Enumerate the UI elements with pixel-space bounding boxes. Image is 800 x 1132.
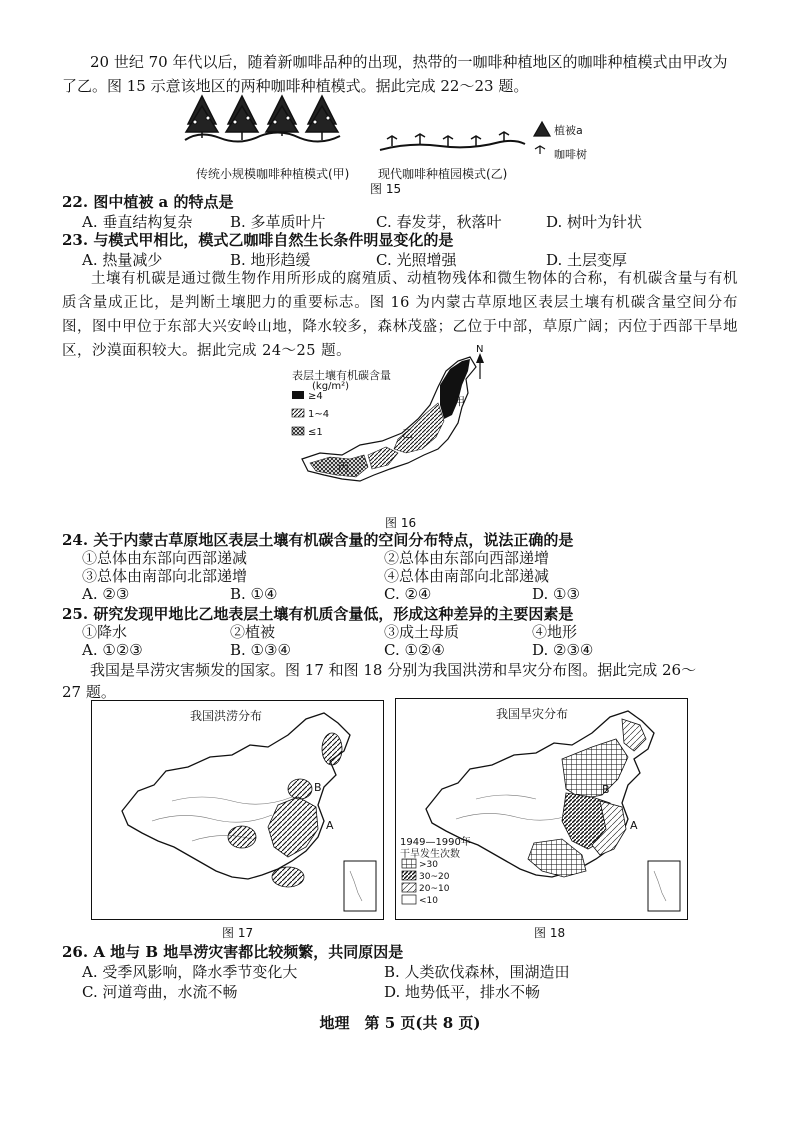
figure-17-frame: [91, 700, 384, 920]
q26-option-a: A. 受季风影响，降水季节变化大: [82, 963, 298, 981]
south-china-sea-inset: [344, 861, 376, 911]
q24-option-a: A. ②③: [82, 585, 130, 603]
q25-stem: 25. 研究发现甲地比乙地表层土壤有机质含量低，形成这种差异的主要因素是: [62, 605, 574, 623]
legend-swatch-gt30: [402, 859, 416, 868]
q24-statement-3: ③总体由南部向北部递增: [82, 567, 248, 585]
place-jia: 甲: [454, 395, 465, 408]
legend-vegetation-a: 植被a: [554, 124, 583, 137]
q24-statement-1: ①总体由东部向西部递减: [82, 549, 248, 567]
coffee-tree-icon: [535, 146, 545, 154]
tree-2: [226, 96, 258, 140]
fig18-legend-swatches: [402, 859, 416, 904]
fig15-caption-left: 传统小规模咖啡种植模式(甲): [196, 167, 350, 181]
fig16-legend-unit: (kg/m²): [312, 381, 350, 392]
point-b-label-17: B: [314, 781, 322, 794]
q22-stem: 22. 图中植被 a 的特点是: [62, 193, 234, 211]
q24-option-c: C. ②④: [384, 585, 432, 603]
q22-option-d: D. 树叶为针状: [546, 213, 643, 231]
legend-item-gt30: >30: [419, 860, 438, 870]
intro-1-line-2: 了乙。图 15 示意该地区的两种咖啡种植模式。据此完成 22～23 题。: [62, 77, 529, 95]
legend-swatch-20-10: [402, 883, 416, 892]
legend-swatch-low: [292, 427, 304, 435]
q24-option-b: B. ①④: [230, 585, 278, 603]
legend-swatch-high: [292, 391, 304, 399]
fig18-title: 我国旱灾分布: [496, 707, 569, 721]
q23-option-c: C. 光照增强: [376, 251, 457, 269]
legend-item-30-20: 30~20: [419, 872, 450, 882]
flood-area-sichuan: [228, 826, 256, 848]
q25-statement-3: ③成土母质: [384, 623, 460, 641]
point-a-label-17: A: [326, 819, 334, 832]
legend-swatch-lt10: [402, 895, 416, 904]
q22-option-a: A. 垂直结构复杂: [82, 213, 193, 231]
q23-option-d: D. 土层变厚: [546, 251, 628, 269]
q25-statement-4: ④地形: [532, 623, 578, 641]
legend-swatch-mid: [292, 409, 304, 417]
q25-option-c: C. ①②④: [384, 641, 445, 659]
flood-area-northeast: [322, 733, 342, 765]
q23-option-a: A. 热量减少: [82, 251, 163, 269]
q23-option-b: B. 地形趋缓: [230, 251, 311, 269]
place-bing: 丙: [338, 461, 349, 474]
legend-item-low: ≤1: [308, 427, 323, 438]
q25-statement-2: ②植被: [230, 623, 276, 641]
china-outline-17: [122, 713, 350, 879]
q26-option-b: B. 人类砍伐森林，围湖造田: [384, 963, 570, 981]
q26-option-d: D. 地势低平，排水不畅: [384, 983, 541, 1001]
figure-18-frame: [395, 698, 688, 920]
fig18-label: 图 18: [534, 926, 566, 940]
fig16-label: 图 16: [385, 516, 417, 530]
q25-option-d: D. ②③④: [532, 641, 594, 659]
legend-swatch-30-20: [402, 871, 416, 880]
tree-4: [306, 96, 338, 140]
fig17-title: 我国洪涝分布: [190, 709, 263, 723]
fig15-legend: [534, 122, 550, 154]
q25-statement-1: ①降水: [82, 623, 128, 641]
flood-area-south: [272, 867, 304, 887]
legend-item-lt10: <10: [419, 896, 438, 906]
fig16-legend: [292, 391, 304, 435]
place-yi: 乙: [402, 427, 413, 440]
figure-18-map: [396, 699, 686, 918]
q24-option-d: D. ①③: [532, 585, 580, 603]
traditional-trees: [185, 96, 340, 142]
point-b-label-18: B: [602, 783, 610, 796]
fig18-legend-title-1: 1949—1990年: [400, 837, 471, 848]
intro-3-line-2: 27 题。: [62, 683, 116, 701]
q24-stem: 24. 关于内蒙古草原地区表层土壤有机碳含量的空间分布特点，说法正确的是: [62, 531, 574, 549]
flood-area-north: [288, 779, 312, 799]
legend-item-mid: 1~4: [308, 409, 330, 420]
legend-item-20-10: 20~10: [419, 884, 450, 894]
figure-17-map: [92, 701, 382, 918]
q25-option-a: A. ①②③: [82, 641, 143, 659]
q22-option-b: B. 多革质叶片: [230, 213, 326, 231]
fig15-label: 图 15: [370, 182, 402, 196]
tree-3: [266, 96, 298, 136]
q26-option-c: C. 河道弯曲，水流不畅: [82, 983, 238, 1001]
q26-stem: 26. A 地与 B 地旱涝灾害都比较频繁，共同原因是: [62, 943, 404, 961]
fig18-legend-title-2: 干旱发生次数: [400, 849, 460, 860]
page-footer: 地理 第 5 页(共 8 页): [319, 1014, 481, 1032]
south-china-sea-inset-18: [648, 861, 680, 911]
tree-1: [186, 96, 218, 138]
fig16-legend-title: 表层土壤有机碳含量: [292, 369, 391, 382]
fig17-label: 图 17: [222, 926, 254, 940]
fig15-caption-right: 现代咖啡种植园模式(乙): [378, 167, 508, 181]
q25-option-b: B. ①③④: [230, 641, 291, 659]
north-arrow-icon: [476, 353, 484, 379]
point-a-label-18: A: [630, 819, 638, 832]
q24-statement-4: ④总体由南部向北部递减: [384, 567, 550, 585]
intro-2-paragraph: 土壤有机碳是通过微生物作用所形成的腐殖质、动植物残体和微生物体的合称，有机碳含量与有机质含量成正比，是判断土壤肥力的重要标志。图 16 为内蒙古草原地区表层土壤有机碳含量空间分布图，图中甲位于东部大兴安岭山地，降水较多，森林茂盛；乙位于中部，草原广阔；丙位于西部干旱地区，沙漠面积较大。据此完成 24～25 题。: [62, 271, 738, 359]
modern-plantation: [380, 132, 525, 150]
legend-coffee-tree: 咖啡树: [554, 148, 587, 161]
legend-item-high: ≥4: [308, 391, 323, 402]
q23-stem: 23. 与模式甲相比，模式乙咖啡自然生长条件明显变化的是: [62, 231, 454, 249]
q24-statement-2: ②总体由东部向西部递增: [384, 549, 550, 567]
intro-3-line-1: 我国是旱涝灾害频发的国家。图 17 和图 18 分别为我国洪涝和旱灾分布图。据此完成 26～: [90, 661, 697, 679]
intro-1-line-1: 20 世纪 70 年代以后，随着新咖啡品种的出现，热带的一咖啡种植地区的咖啡种植模式由甲改为: [90, 53, 728, 71]
figure-16: [290, 345, 510, 510]
north-label: N: [476, 345, 484, 355]
vegetation-a-icon: [534, 122, 550, 136]
q22-option-c: C. 春发芽，秋落叶: [376, 213, 502, 231]
